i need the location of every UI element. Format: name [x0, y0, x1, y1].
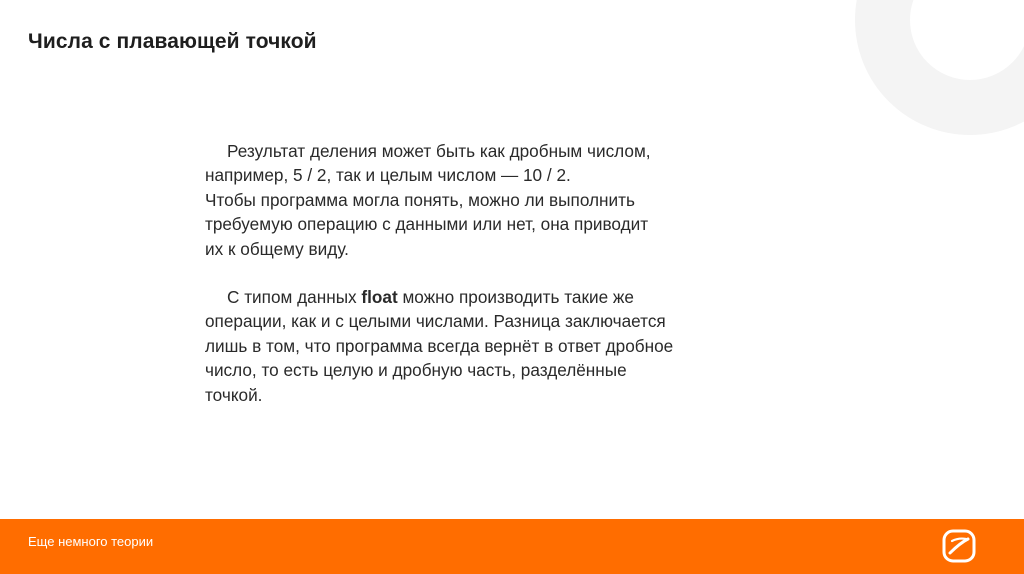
decorative-ring [855, 0, 1024, 135]
text-line: их к общему виду. [205, 238, 349, 259]
text-line: Чтобы программа могла понять, можно ли выполнить [205, 189, 635, 210]
text-line: операции, как и с целыми числами. Разница заключается [205, 311, 666, 332]
text-line: например, 5 / 2, так и целым числом — 10 / 2. [205, 165, 571, 186]
section-label: Еще немного теории [28, 534, 154, 549]
float-keyword: float [361, 287, 398, 308]
text-line: точкой. [205, 384, 263, 405]
text-line: требуемую операцию с данными или нет, она приводит [205, 214, 649, 235]
slide-body [205, 139, 820, 407]
paragraph-division [205, 139, 820, 261]
paragraph-float [205, 285, 820, 407]
text-line: Результат деления может быть как дробным числом, [227, 141, 651, 161]
slide-title: Числа с плавающей точкой [28, 30, 317, 53]
brand-logo-icon [941, 528, 977, 564]
text-line: число, то есть целую и дробную часть, разделённые [205, 360, 627, 381]
text-line: С типом данных [227, 287, 362, 308]
text-line: можно производить такие же [397, 287, 634, 308]
footer-bar [0, 519, 1024, 574]
text-line: лишь в том, что программа всегда вернёт в ответ дробное [205, 335, 674, 356]
